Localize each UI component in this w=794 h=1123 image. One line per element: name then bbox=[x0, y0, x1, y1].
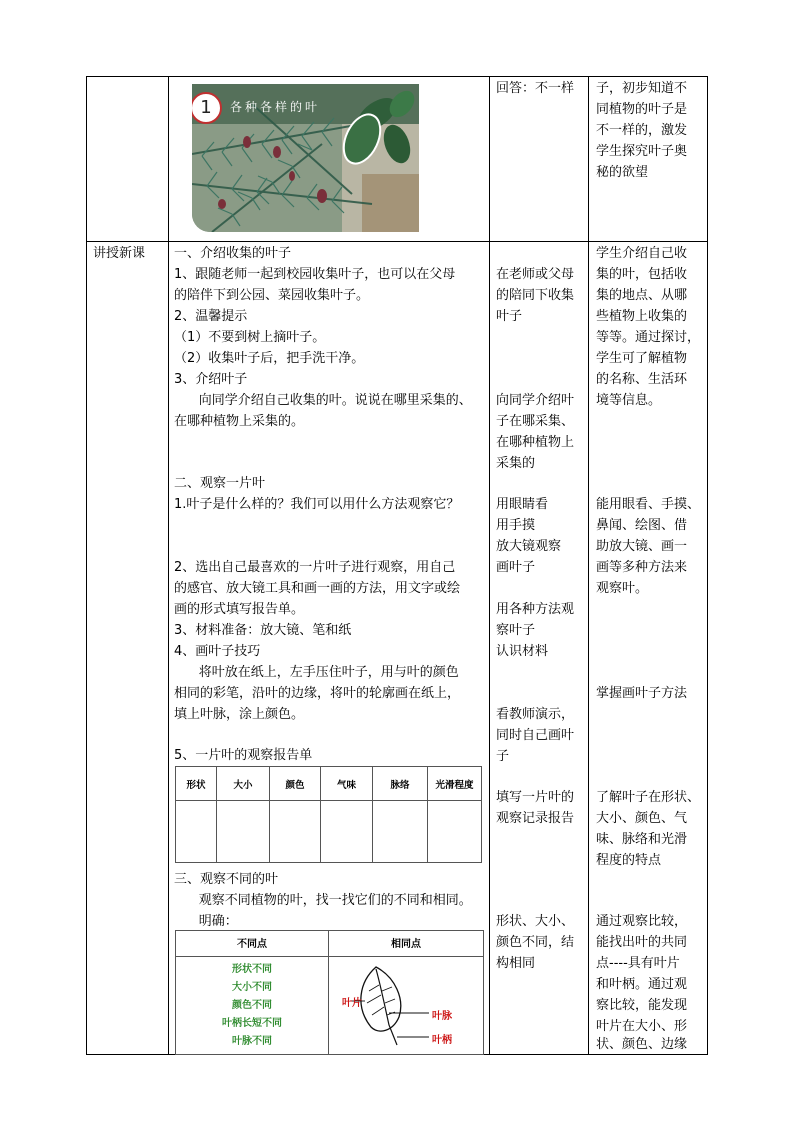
content-line: 3、介绍叶子 bbox=[174, 372, 248, 387]
textbook-leaf-photo bbox=[192, 84, 419, 232]
difference-item: 叶柄长短不同 bbox=[222, 1018, 282, 1029]
student-line: 放大镜观察 bbox=[496, 539, 562, 554]
student-line: 的陪同下收集 bbox=[496, 288, 575, 303]
content-line: 向同学介绍自己收集的叶。说说在哪里采集的、 bbox=[174, 393, 472, 408]
intent-line: 子，初步知道不 bbox=[596, 81, 688, 96]
content-line: 4、画叶子技巧 bbox=[174, 644, 261, 659]
comparison-header-diff: 不同点 bbox=[237, 939, 267, 950]
report-cell bbox=[217, 801, 270, 863]
student-line: 察叶子 bbox=[496, 623, 536, 638]
content-line: 二、观察一片叶 bbox=[174, 476, 266, 491]
intent-line: 和叶柄。通过观 bbox=[596, 977, 688, 992]
report-title: 5、一片叶的观察报告单 bbox=[174, 748, 313, 763]
student-line: 认识材料 bbox=[496, 644, 549, 659]
student-line: 在哪种植物上 bbox=[496, 435, 575, 450]
report-header: 大小 bbox=[217, 767, 270, 801]
student-answer: 回答：不一样 bbox=[496, 81, 575, 96]
student-line: 子在哪采集、 bbox=[496, 414, 575, 429]
intent-line: 能找出叶的共同 bbox=[596, 935, 688, 950]
content-line: 2、温馨提示 bbox=[174, 309, 248, 324]
difference-list bbox=[176, 961, 328, 1051]
intent-line: 同植物的叶子是 bbox=[596, 102, 688, 117]
intent-line: 集的叶，包括收 bbox=[596, 267, 688, 282]
intent-line: 状、颜色、边缘 bbox=[596, 1037, 688, 1052]
intent-line: 等等。通过探讨， bbox=[596, 330, 701, 345]
intent-line: 画等多种方法来 bbox=[596, 560, 688, 575]
content-line: 填上叶脉，涂上颜色。 bbox=[174, 707, 305, 722]
intent-line: 学生介绍自己收 bbox=[596, 246, 688, 261]
content-line: 的陪伴下到公园、菜园收集叶子。 bbox=[174, 288, 370, 303]
report-header: 脉络 bbox=[373, 767, 428, 801]
student-line: 画叶子 bbox=[496, 560, 536, 575]
table-left-border bbox=[86, 76, 87, 1055]
intent-line: 秘的欲望 bbox=[596, 165, 649, 180]
comparison-header-same: 相同点 bbox=[391, 939, 421, 950]
report-cell bbox=[270, 801, 321, 863]
student-line: 构相同 bbox=[496, 956, 536, 971]
report-cell bbox=[428, 801, 482, 863]
difference-item: 叶脉不同 bbox=[232, 1036, 272, 1047]
intent-line: 些植物上收集的 bbox=[596, 309, 688, 324]
content-line: 画的形式填写报告单。 bbox=[174, 602, 305, 617]
student-line: 叶子 bbox=[496, 309, 523, 324]
intent-line: 通过观察比较， bbox=[596, 914, 688, 929]
content-line: 一、介绍收集的叶子 bbox=[174, 246, 292, 261]
student-line: 用各种方法观 bbox=[496, 602, 575, 617]
student-line: 用眼睛看 bbox=[496, 497, 549, 512]
table-right-border bbox=[707, 76, 708, 1055]
content-line: 2、选出自己最喜欢的一片叶子进行观察，用自己 bbox=[174, 560, 456, 575]
intent-line: 味、脉络和光滑 bbox=[596, 832, 688, 847]
intent-line: 点----具有叶片 bbox=[596, 956, 680, 971]
student-line: 向同学介绍叶 bbox=[496, 393, 575, 408]
intent-line: 察比较，能发现 bbox=[596, 998, 688, 1013]
student-line: 子 bbox=[496, 749, 510, 764]
lesson-number-badge: 1 bbox=[192, 92, 222, 124]
intent-line: 大小、颜色、气 bbox=[596, 811, 688, 826]
stage-label: 讲授新课 bbox=[93, 246, 146, 261]
student-line: 形状、大小、 bbox=[496, 914, 575, 929]
difference-item: 颜色不同 bbox=[232, 1000, 272, 1011]
table-row-divider bbox=[86, 241, 708, 242]
report-cell bbox=[176, 801, 217, 863]
report-header: 光滑程度 bbox=[428, 767, 482, 801]
student-line: 填写一片叶的 bbox=[496, 790, 575, 805]
report-header: 形状 bbox=[176, 767, 217, 801]
intent-line: 学生可了解植物 bbox=[596, 351, 688, 366]
student-line: 同时自己画叶 bbox=[496, 728, 575, 743]
content-line: 将叶放在纸上，左手压住叶子，用与叶的颜色 bbox=[174, 665, 459, 680]
table-col-divider-3 bbox=[588, 76, 589, 1055]
intent-line: 集的地点、从哪 bbox=[596, 288, 688, 303]
intent-line: 鼻闻、绘图、借 bbox=[596, 518, 688, 533]
content-line: 相同的彩笔，沿叶的边缘，将叶的轮廓画在纸上， bbox=[174, 686, 461, 701]
table-col-divider-2 bbox=[489, 76, 490, 1055]
content-line: （1）不要到树上摘叶子。 bbox=[174, 330, 326, 345]
intent-line: 掌握画叶子方法 bbox=[596, 686, 688, 701]
content-line: （2）收集叶子后，把手洗干净。 bbox=[174, 351, 365, 366]
content-line: 的感官、放大镜工具和画一画的方法，用文字或绘 bbox=[174, 581, 461, 596]
table-top-border bbox=[86, 76, 708, 77]
student-line: 采集的 bbox=[496, 456, 536, 471]
intent-line: 叶片在大小、形 bbox=[596, 1019, 688, 1034]
report-cell bbox=[321, 801, 373, 863]
difference-item: 形状不同 bbox=[232, 964, 272, 975]
student-line: 在老师或父母 bbox=[496, 267, 575, 282]
intent-line: 境等信息。 bbox=[596, 393, 662, 408]
student-line: 用手摸 bbox=[496, 518, 536, 533]
intent-line: 了解叶子在形状、 bbox=[596, 790, 701, 805]
leaf-petiole-label: 叶柄 bbox=[432, 1035, 452, 1046]
content-line: 3、材料准备：放大镜、笔和纸 bbox=[174, 623, 352, 638]
report-header: 颜色 bbox=[270, 767, 321, 801]
intent-line: 不一样的，激发 bbox=[596, 123, 688, 138]
content-line: 三、观察不同的叶 bbox=[174, 872, 279, 887]
content-line: 1.叶子是什么样的？我们可以用什么方法观察它？ bbox=[174, 497, 460, 512]
lesson-caption: 各种各样的叶 bbox=[230, 100, 321, 114]
report-header: 气味 bbox=[321, 767, 373, 801]
intent-line: 程度的特点 bbox=[596, 853, 662, 868]
content-line: 观察不同植物的叶，找一找它们的不同和相同。 bbox=[174, 893, 472, 908]
intent-line: 的名称、生活环 bbox=[596, 372, 688, 387]
intent-line: 能用眼看、手摸、 bbox=[596, 497, 701, 512]
student-line: 看教师演示， bbox=[496, 707, 575, 722]
content-line: 明确： bbox=[174, 914, 238, 929]
intent-line: 学生探究叶子奥 bbox=[596, 144, 688, 159]
content-line: 在哪种植物上采集的。 bbox=[174, 414, 305, 429]
leaf-vein-label: 叶脉 bbox=[432, 1011, 452, 1022]
leaf-comparison-table bbox=[175, 930, 484, 1055]
intent-line: 助放大镜、画一 bbox=[596, 539, 688, 554]
leaf-blade-label: 叶片 bbox=[342, 998, 362, 1009]
student-line: 观察记录报告 bbox=[496, 811, 575, 826]
student-line: 颜色不同，结 bbox=[496, 935, 575, 950]
table-col-divider-1 bbox=[168, 76, 169, 1055]
report-cell bbox=[373, 801, 428, 863]
difference-item: 大小不同 bbox=[232, 982, 272, 993]
observation-report-table bbox=[175, 766, 482, 863]
intent-line: 观察叶。 bbox=[596, 581, 649, 596]
content-line: 1、跟随老师一起到校园收集叶子，也可以在父母 bbox=[174, 267, 456, 282]
